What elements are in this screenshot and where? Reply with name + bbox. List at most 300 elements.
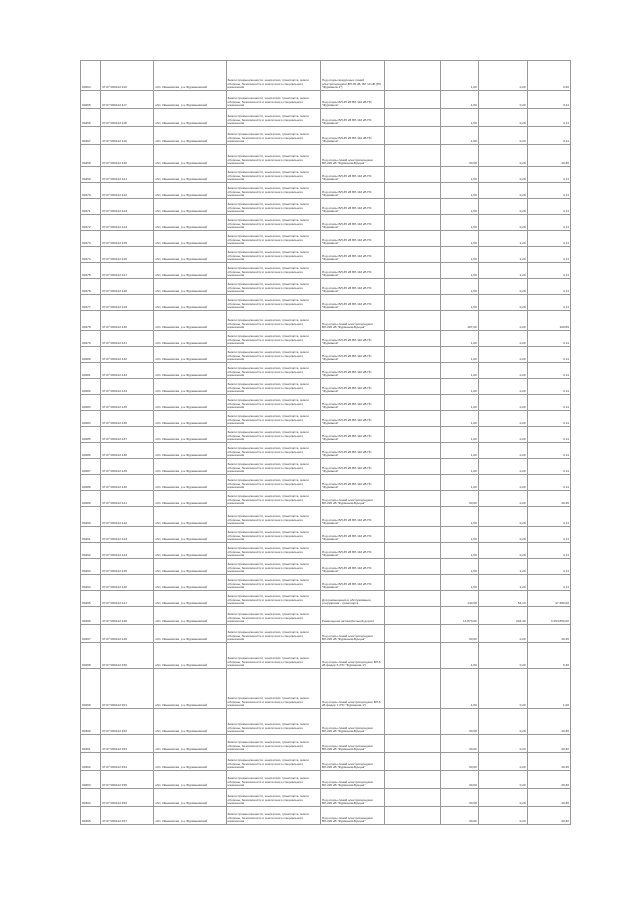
usage-description-cell: Под опоры ВЛ-35 кВ ВЛ-110 кВ ПС "Фурманов"	[320, 363, 384, 379]
usage-description-cell: Под опоры ВЛ-35 кВ ВЛ-110 кВ ПС "Фурманов"	[320, 411, 384, 427]
table-row	[81, 331, 571, 347]
empty-cell	[385, 215, 441, 231]
row-number: 00279	[81, 331, 101, 347]
value-cell: 0,20	[527, 61, 570, 91]
rate-cell: 0,20	[478, 475, 527, 491]
location-cell: обл. Ивановская, р-н Фурмановский	[154, 127, 226, 145]
rate-cell: 2,20	[478, 247, 527, 263]
area-cell: 1,00	[440, 443, 478, 459]
cadastral-number: 37:07:000412:120	[101, 145, 154, 167]
cadastral-number: 37:07:000412:156	[101, 789, 154, 807]
cadastral-number: 37:07:000412:122	[101, 183, 154, 199]
table-row	[81, 279, 571, 295]
empty-cell	[385, 753, 441, 771]
land-category-cell: Земли промышленности, энергетики, транспорта, земли обороны, безопасности и земли иного специального назначения	[226, 669, 320, 709]
value-cell: 47 380,00	[527, 591, 570, 607]
location-cell: обл. Ивановская, р-н Фурмановский	[154, 411, 226, 427]
usage-description-cell: Размещение автомобильной дороги	[320, 607, 384, 625]
cadastral-number: 37:07:000412:146	[101, 575, 154, 591]
usage-description-cell: Под опоры ВЛ-35 кВ ВЛ-110 кВ ПС "Фурманов"	[320, 443, 384, 459]
land-category-cell: Земли промышленности, энергетики, транспорта, земли обороны, безопасности и земли иного специального назначения	[226, 347, 320, 363]
row-number: 00264	[81, 61, 101, 91]
rate-cell: 0,20	[478, 443, 527, 459]
rate-cell: 0,20	[478, 669, 527, 709]
rate-cell: 0,20	[478, 789, 527, 807]
location-cell: обл. Ивановская, р-н Фурмановский	[154, 427, 226, 443]
area-cell: 140,00	[440, 591, 478, 607]
empty-cell	[385, 199, 441, 215]
area-cell: 1,00	[440, 331, 478, 347]
rate-cell: 0,20	[478, 379, 527, 395]
land-category-cell: Земли промышленности, энергетики, транспорта, земли обороны, безопасности и земли иного специального назначения	[226, 395, 320, 411]
area-cell: 1,00	[440, 507, 478, 527]
cadastral-number: 37:07:000412:134	[101, 379, 154, 395]
empty-cell	[385, 591, 441, 607]
table-row	[81, 379, 571, 395]
land-category-cell: Земли промышленности, энергетики, транспорта, земли обороны, безопасности и земли иного специального назначения	[226, 491, 320, 507]
cadastral-number: 37:07:000412:123	[101, 199, 154, 215]
table-row	[81, 591, 571, 607]
table-row	[81, 215, 571, 231]
table-row	[81, 311, 571, 331]
row-number: 00272	[81, 215, 101, 231]
location-cell: обл. Ивановская, р-н Фурмановский	[154, 669, 226, 709]
empty-cell	[385, 263, 441, 279]
empty-cell	[385, 363, 441, 379]
cadastral-number: 37:07:000412:121	[101, 167, 154, 183]
cadastral-number: 37:07:000412:126	[101, 247, 154, 263]
cadastral-number: 37:07:000412:149	[101, 625, 154, 643]
cadastral-number: 37:07:000412:130	[101, 311, 154, 331]
row-number: 00300	[81, 709, 101, 735]
area-cell: 1,00	[440, 411, 478, 427]
area-cell: 1,00	[440, 543, 478, 559]
usage-description-cell: Под опоры ВЛ-35 кВ ВЛ-110 кВ ПС "Фурманов"	[320, 295, 384, 311]
empty-cell	[385, 145, 441, 167]
empty-cell	[385, 347, 441, 363]
usage-description-cell: Под опоры линий электропередачи ВЛ-220 кВ "Фурманов-Бунцев"	[320, 491, 384, 507]
cadastral-number: 37:07:000412:141	[101, 491, 154, 507]
row-number: 00266	[81, 109, 101, 127]
location-cell: обл. Ивановская, р-н Фурмановский	[154, 167, 226, 183]
area-cell: 30,00	[440, 625, 478, 643]
rate-cell: 0,20	[478, 643, 527, 669]
rate-cell: 204,40	[478, 607, 527, 625]
table-row	[81, 109, 571, 127]
usage-description-cell: Под опоры ВЛ-35 кВ ВЛ-110 кВ ПС "Фурманов"	[320, 231, 384, 247]
cadastral-number: 37:07:000412:128	[101, 279, 154, 295]
value-cell: 0,11	[527, 347, 570, 363]
row-number: 00287	[81, 459, 101, 475]
table-row	[81, 735, 571, 753]
empty-cell	[385, 183, 441, 199]
land-category-cell: Земли промышленности, энергетики, транспорта, земли обороны, безопасности и земли иного специального назначения	[226, 127, 320, 145]
row-number: 00292	[81, 543, 101, 559]
empty-cell	[385, 735, 441, 753]
cadastral-number: 37:07:000412:148	[101, 607, 154, 625]
usage-description-cell: Под опоры линий электропередачи ВЛ-220 кВ "Фурманов-Бунцев"	[320, 753, 384, 771]
cadastral-number: 37:07:000412:138	[101, 443, 154, 459]
location-cell: обл. Ивановская, р-н Фурмановский	[154, 543, 226, 559]
usage-description-cell: Под опоры ВЛ-35 кВ ВЛ-110 кВ ПС "Фурманов"	[320, 543, 384, 559]
rate-cell: 0,20	[478, 61, 527, 91]
row-number: 00268	[81, 145, 101, 167]
usage-description-cell: Под опоры ВЛ-35 кВ ВЛ-110 кВ ПС "Фурманов"	[320, 575, 384, 591]
area-cell: 1,00	[440, 183, 478, 199]
cadastral-number: 37:07:000412:142	[101, 507, 154, 527]
usage-description-cell: Под опоры линий электропередачи ВЛ-220 кВ "Фурманов-Бунцев"	[320, 771, 384, 789]
row-number: 00280	[81, 347, 101, 363]
value-cell: 0,30	[527, 643, 570, 669]
rate-cell: 0,20	[478, 735, 527, 753]
empty-cell	[385, 771, 441, 789]
cadastral-number: 37:07:000412:143	[101, 527, 154, 543]
table-row	[81, 807, 571, 825]
location-cell: обл. Ивановская, р-н Фурмановский	[154, 443, 226, 459]
area-cell: 30,00	[440, 145, 478, 167]
usage-description-cell: Под опоры ВЛ-35 кВ ВЛ-110 кВ ПС "Фурманов"	[320, 395, 384, 411]
location-cell: обл. Ивановская, р-н Фурмановский	[154, 263, 226, 279]
land-category-cell: Земли промышленности, энергетики, транспорта, земли обороны, безопасности и земли иного специального назначения	[226, 247, 320, 263]
usage-description-cell: Под опоры линий электропередачи ВЛ-220 кВ "Фурманов-Бунцев"	[320, 709, 384, 735]
area-cell: 187,00	[440, 311, 478, 331]
area-cell: 1,00	[440, 167, 478, 183]
land-category-cell: Земли промышленности, энергетики, транспорта, земли обороны, безопасности и земли иного специального назначения	[226, 379, 320, 395]
table-row	[81, 395, 571, 411]
value-cell: 0,11	[527, 247, 570, 263]
table-row	[81, 263, 571, 279]
usage-description-cell: Под опоры ВЛ-35 кВ ВЛ-110 кВ ПС "Фурманов"	[320, 215, 384, 231]
row-number: 00294	[81, 575, 101, 591]
empty-cell	[385, 247, 441, 263]
value-cell: 0,11	[527, 507, 570, 527]
row-number: 00283	[81, 395, 101, 411]
area-cell: 1,00	[440, 395, 478, 411]
empty-cell	[385, 625, 441, 643]
usage-description-cell: Под опоры ВЛ-35 кВ ВЛ-110 кВ ПС "Фурманов"	[320, 559, 384, 575]
value-cell: 0,11	[527, 363, 570, 379]
value-cell: 0,11	[527, 475, 570, 491]
value-cell: 0,11	[527, 279, 570, 295]
land-category-cell: Земли промышленности, энергетики, транспорта, земли обороны, безопасности и земли иного специального назначения	[226, 709, 320, 735]
area-cell: 1,00	[440, 295, 478, 311]
row-number: 00276	[81, 279, 101, 295]
location-cell: обл. Ивановская, р-н Фурмановский	[154, 771, 226, 789]
usage-description-cell: Под опоры ВЛ-35 кВ ВЛ-110 кВ ПС "Фурманов"	[320, 109, 384, 127]
area-cell: 1,00	[440, 527, 478, 543]
area-cell: 1,00	[440, 199, 478, 215]
value-cell: 3 254 850,00	[527, 607, 570, 625]
cadastral-number: 37:07:000412:136	[101, 411, 154, 427]
row-number: 00267	[81, 127, 101, 145]
land-category-cell: Земли промышленности, энергетики, транспорта, земли обороны, безопасности и земли иного специального назначения	[226, 591, 320, 607]
empty-cell	[385, 61, 441, 91]
cadastral-number: 37:07:000412:125	[101, 231, 154, 247]
row-number: 00271	[81, 199, 101, 215]
cadastral-number: 37:07:000412:151	[101, 669, 154, 709]
row-number: 00293	[81, 559, 101, 575]
location-cell: обл. Ивановская, р-н Фурмановский	[154, 395, 226, 411]
land-category-cell: Земли промышленности, энергетики, транспорта, земли обороны, безопасности и земли иного специального назначения	[226, 167, 320, 183]
usage-description-cell: Под опоры ВЛ-35 кВ ВЛ-110 кВ ПС "Фурманов"	[320, 527, 384, 543]
row-number: 00304	[81, 789, 101, 807]
usage-description-cell: Под опоры линий электропередачи ВЛ-220 кВ "Фурманов-Бунцев"	[320, 789, 384, 807]
location-cell: обл. Ивановская, р-н Фурмановский	[154, 61, 226, 91]
cadastral-number: 37:07:000412:150	[101, 643, 154, 669]
land-category-cell: Земли промышленности, энергетики, транспорта, земли обороны, безопасности и земли иного специального назначения	[226, 411, 320, 427]
area-cell: 14 870,00	[440, 607, 478, 625]
row-number: 00265	[81, 91, 101, 109]
location-cell: обл. Ивановская, р-н Фурмановский	[154, 575, 226, 591]
row-number: 00305	[81, 807, 101, 825]
land-category-cell: Земли промышленности, энергетики, транспорта, земли обороны, безопасности и земли иного специального назначения	[226, 507, 320, 527]
row-number: 00281	[81, 363, 101, 379]
area-cell: 1,00	[440, 279, 478, 295]
empty-cell	[385, 443, 441, 459]
cadastral-number: 37:07:000412:137	[101, 427, 154, 443]
table-row	[81, 771, 571, 789]
row-number: 00284	[81, 411, 101, 427]
empty-cell	[385, 475, 441, 491]
table-row	[81, 183, 571, 199]
cadastral-number: 37:07:000412:119	[101, 127, 154, 145]
table-row	[81, 575, 571, 591]
value-cell: 49,30	[527, 771, 570, 789]
row-number: 00290	[81, 507, 101, 527]
usage-description-cell: Под опоры линий электропередачи ВЛ-6 кВ фидер 6 (ПС "Фурманов-1")	[320, 643, 384, 669]
location-cell: обл. Ивановская, р-н Фурмановский	[154, 311, 226, 331]
land-category-cell: Земли промышленности, энергетики, транспорта, земли обороны, безопасности и земли иного специального назначения	[226, 607, 320, 625]
usage-description-cell: Под опоры воздушных линий электропередачи ВЛ-35 кВ, ВЛ 10 кВ (ПС "Фурманов-2")	[320, 61, 384, 91]
location-cell: обл. Ивановская, р-н Фурмановский	[154, 231, 226, 247]
area-cell: 30,00	[440, 771, 478, 789]
area-cell: 30,00	[440, 491, 478, 507]
table-row	[81, 669, 571, 709]
value-cell: 0,11	[527, 379, 570, 395]
row-number: 00286	[81, 443, 101, 459]
table-body	[81, 61, 571, 825]
land-category-cell: Земли промышленности, энергетики, транспорта, земли обороны, безопасности и земли иного специального назначения	[226, 625, 320, 643]
value-cell: 49,30	[527, 753, 570, 771]
location-cell: обл. Ивановская, р-н Фурмановский	[154, 527, 226, 543]
rate-cell: 0,20	[478, 109, 527, 127]
table-row	[81, 491, 571, 507]
value-cell: 0,11	[527, 459, 570, 475]
land-category-cell: Земли промышленности, энергетики, транспорта, земли обороны, безопасности и земли иного специального назначения	[226, 109, 320, 127]
empty-cell	[385, 575, 441, 591]
cadastral-number: 37:07:000412:153	[101, 735, 154, 753]
row-number: 00298	[81, 643, 101, 669]
usage-description-cell: Под опоры ВЛ-35 кВ ВЛ-110 кВ ПС "Фурманов"	[320, 279, 384, 295]
land-category-cell: Земли промышленности, энергетики, транспорта, земли обороны, безопасности и земли иного специального назначения	[226, 331, 320, 347]
land-category-cell: Земли промышленности, энергетики, транспорта, земли обороны, безопасности и земли иного специального назначения	[226, 427, 320, 443]
empty-cell	[385, 607, 441, 625]
rate-cell: 0,20	[478, 411, 527, 427]
land-category-cell: Земли промышленности, энергетики, транспорта, земли обороны, безопасности и земли иного специального назначения	[226, 643, 320, 669]
rate-cell: 2,20	[478, 263, 527, 279]
cadastral-number: 37:07:000412:132	[101, 347, 154, 363]
value-cell: 0,11	[527, 331, 570, 347]
area-cell: 1,00	[440, 427, 478, 443]
table-row	[81, 231, 571, 247]
land-category-cell: Земли промышленности, энергетики, транспорта, земли обороны, безопасности и земли иного специального назначения	[226, 263, 320, 279]
rate-cell: 0,20	[478, 311, 527, 331]
rate-cell: 0,20	[478, 491, 527, 507]
value-cell: 0,11	[527, 109, 570, 127]
row-number: 00274	[81, 247, 101, 263]
usage-description-cell: Под опоры ВЛ-35 кВ ВЛ-110 кВ ПС "Фурманов"	[320, 475, 384, 491]
land-category-cell: Земли промышленности, энергетики, транспорта, земли обороны, безопасности и земли иного специального назначения	[226, 91, 320, 109]
row-number: 00303	[81, 771, 101, 789]
rate-cell: 0,20	[478, 295, 527, 311]
usage-description-cell: Под опоры ВЛ-35 кВ ВЛ-110 кВ ПС "Фурманов"	[320, 247, 384, 263]
location-cell: обл. Ивановская, р-н Фурмановский	[154, 591, 226, 607]
value-cell: 1,00	[527, 669, 570, 709]
table-row	[81, 625, 571, 643]
cadastral-number: 37:07:000412:127	[101, 263, 154, 279]
usage-description-cell: Под опоры линий электропередачи ВЛ-220 кВ "Фурманов-Бунцев"	[320, 735, 384, 753]
rate-cell: 0,20	[478, 145, 527, 167]
value-cell: 0,11	[527, 215, 570, 231]
location-cell: обл. Ивановская, р-н Фурмановский	[154, 247, 226, 263]
row-number: 00299	[81, 669, 101, 709]
row-number: 00297	[81, 625, 101, 643]
land-category-cell: Земли промышленности, энергетики, транспорта, земли обороны, безопасности и земли иного специального назначения	[226, 61, 320, 91]
area-cell: 1,00	[440, 379, 478, 395]
table-row	[81, 91, 571, 109]
empty-cell	[385, 279, 441, 295]
cadastral-number: 37:07:000412:144	[101, 543, 154, 559]
area-cell: 30,00	[440, 709, 478, 735]
empty-cell	[385, 559, 441, 575]
rate-cell: 0,20	[478, 167, 527, 183]
table-row	[81, 443, 571, 459]
row-number: 00270	[81, 183, 101, 199]
rate-cell: 0,20	[478, 199, 527, 215]
usage-description-cell: Под опоры ВЛ-35 кВ ВЛ-110 кВ ПС "Фурманов"	[320, 263, 384, 279]
table-row	[81, 527, 571, 543]
row-number: 00282	[81, 379, 101, 395]
rate-cell: 0,20	[478, 279, 527, 295]
empty-cell	[385, 709, 441, 735]
empty-cell	[385, 427, 441, 443]
location-cell: обл. Ивановская, р-н Фурмановский	[154, 607, 226, 625]
usage-description-cell: Под опоры ВЛ-35 кВ ВЛ-110 кВ ПС "Фурманов"	[320, 331, 384, 347]
empty-cell	[385, 543, 441, 559]
table-row	[81, 363, 571, 379]
table-row	[81, 607, 571, 625]
area-cell: 1,00	[440, 347, 478, 363]
value-cell: 0,11	[527, 559, 570, 575]
location-cell: обл. Ивановская, р-н Фурмановский	[154, 459, 226, 475]
land-category-cell: Земли промышленности, энергетики, транспорта, земли обороны, безопасности и земли иного специального назначения	[226, 215, 320, 231]
usage-description-cell: Под опоры ВЛ-35 кВ ВЛ-110 кВ ПС "Фурманов"	[320, 379, 384, 395]
value-cell: 160,89	[527, 311, 570, 331]
location-cell: обл. Ивановская, р-н Фурмановский	[154, 183, 226, 199]
location-cell: обл. Ивановская, р-н Фурмановский	[154, 789, 226, 807]
table-row	[81, 145, 571, 167]
usage-description-cell: Под опоры ВЛ-35 кВ ВЛ-110 кВ ПС "Фурманов"	[320, 427, 384, 443]
empty-cell	[385, 411, 441, 427]
cadastral-number: 37:07:000412:131	[101, 331, 154, 347]
land-category-cell: Земли промышленности, энергетики, транспорта, земли обороны, безопасности и земли иного специального назначения	[226, 807, 320, 825]
value-cell: 49,30	[527, 491, 570, 507]
land-category-cell: Земли промышленности, энергетики, транспорта, земли обороны, безопасности и земли иного специального назначения	[226, 363, 320, 379]
area-cell: 1,00	[440, 127, 478, 145]
empty-cell	[385, 491, 441, 507]
area-cell: 1,00	[440, 559, 478, 575]
table-row	[81, 295, 571, 311]
cadastral-number: 37:07:000412:129	[101, 295, 154, 311]
usage-description-cell: Под опоры линий электропередачи ВЛ-220 кВ "Фурманов-Бунцев"	[320, 625, 384, 643]
empty-cell	[385, 789, 441, 807]
cadastral-number: 37:07:000412:139	[101, 459, 154, 475]
row-number: 00275	[81, 263, 101, 279]
value-cell: 0,11	[527, 295, 570, 311]
land-category-cell: Земли промышленности, энергетики, транспорта, земли обороны, безопасности и земли иного специального назначения	[226, 527, 320, 543]
table-row	[81, 559, 571, 575]
land-category-cell: Земли промышленности, энергетики, транспорта, земли обороны, безопасности и земли иного специального назначения	[226, 735, 320, 753]
empty-cell	[385, 231, 441, 247]
table-row	[81, 709, 571, 735]
cadastral-number: 37:07:000412:117	[101, 91, 154, 109]
area-cell: 1,00	[440, 215, 478, 231]
land-category-cell: Земли промышленности, энергетики, транспорта, земли обороны, безопасности и земли иного специального назначения	[226, 443, 320, 459]
value-cell: 0,11	[527, 167, 570, 183]
cadastral-number: 37:07:000412:145	[101, 559, 154, 575]
table-row	[81, 643, 571, 669]
rate-cell: 54,10	[478, 591, 527, 607]
usage-description-cell: Под опоры линий электропередачи ВЛ-220 кВ "Фурманов-Бунцев" ...	[320, 145, 384, 167]
location-cell: обл. Ивановская, р-н Фурмановский	[154, 279, 226, 295]
row-number: 00278	[81, 311, 101, 331]
row-number: 00302	[81, 753, 101, 771]
usage-description-cell: Под опоры ВЛ-35 кВ ВЛ-110 кВ ПС "Фурманов"	[320, 199, 384, 215]
empty-cell	[385, 459, 441, 475]
usage-description-cell: Под опоры линий электропередачи ВЛ-6 кВ фидер 1 (ПС "Фурманов-1")	[320, 669, 384, 709]
location-cell: обл. Ивановская, р-н Фурмановский	[154, 735, 226, 753]
empty-cell	[385, 379, 441, 395]
value-cell: 0,11	[527, 231, 570, 247]
location-cell: обл. Ивановская, р-н Фурмановский	[154, 109, 226, 127]
location-cell: обл. Ивановская, р-н Фурмановский	[154, 709, 226, 735]
cadastral-number: 37:07:000412:110	[101, 61, 154, 91]
land-category-cell: Земли промышленности, энергетики, транспорта, земли обороны, безопасности и земли иного специального назначения	[226, 145, 320, 167]
rate-cell: 0,20	[478, 347, 527, 363]
area-cell: 1,00	[440, 263, 478, 279]
table-row	[81, 199, 571, 215]
usage-description-cell: Под опоры ВЛ-35 кВ ВЛ-110 кВ ПС "Фурманов" ...	[320, 91, 384, 109]
cadastral-number: 37:07:000412:135	[101, 395, 154, 411]
empty-cell	[385, 643, 441, 669]
value-cell: 0,11	[527, 427, 570, 443]
location-cell: обл. Ивановская, р-н Фурмановский	[154, 559, 226, 575]
usage-description-cell: Под опоры ВЛ-35 кВ ВЛ-110 кВ ПС "Фурманов"	[320, 167, 384, 183]
row-number: 00301	[81, 735, 101, 753]
location-cell: обл. Ивановская, р-н Фурмановский	[154, 347, 226, 363]
row-number: 00291	[81, 527, 101, 543]
rate-cell: 0,20	[478, 625, 527, 643]
usage-description-cell: Под опоры ВЛ-35 кВ ВЛ-110 кВ ПС "Фурманов"	[320, 459, 384, 475]
location-cell: обл. Ивановская, р-н Фурмановский	[154, 807, 226, 825]
empty-cell	[385, 91, 441, 109]
value-cell: 0,11	[527, 127, 570, 145]
area-cell: 1,00	[440, 91, 478, 109]
row-number: 00269	[81, 167, 101, 183]
value-cell: 0,11	[527, 443, 570, 459]
empty-cell	[385, 295, 441, 311]
rate-cell: 0,20	[478, 427, 527, 443]
